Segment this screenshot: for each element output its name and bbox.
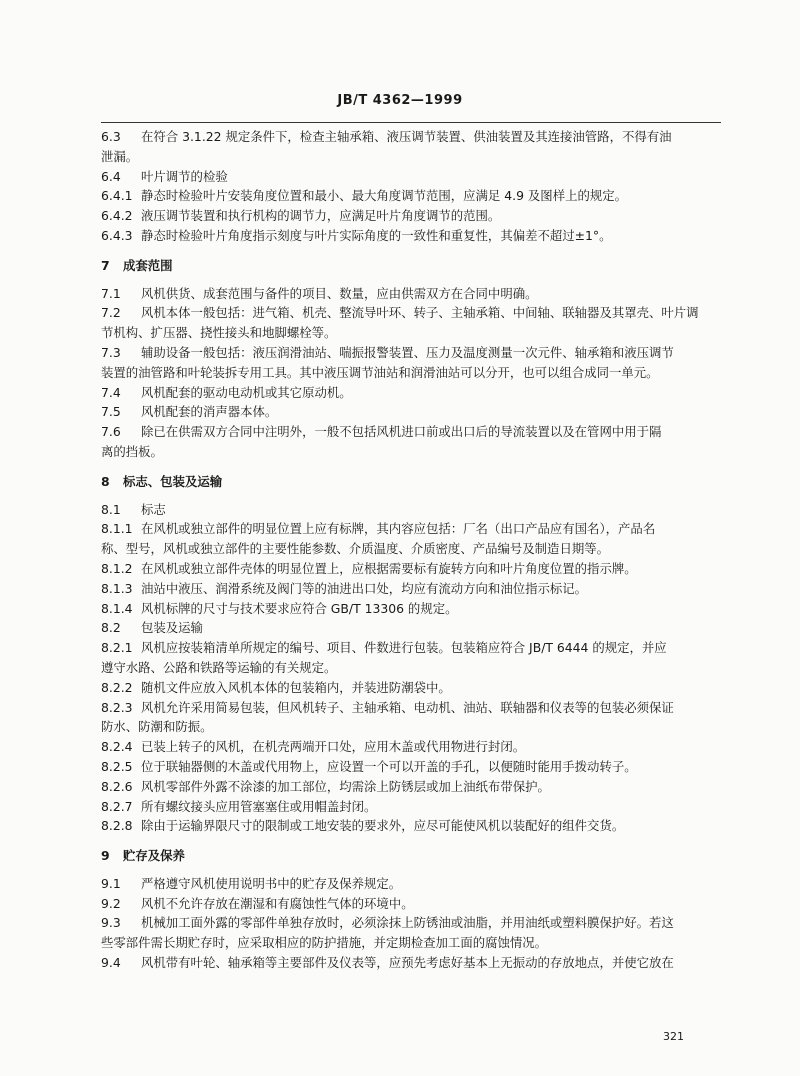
- page-number: 321: [663, 1030, 684, 1043]
- clause-number: 7.3: [101, 344, 121, 360]
- clause-text: 液压调节装置和执行机构的调节力，应满足叶片角度调节的范围。: [141, 208, 501, 224]
- clause-line: [101, 913, 721, 933]
- section-8-number: 8: [101, 473, 110, 489]
- clause-number: 6.4: [101, 168, 121, 184]
- clause-line: [101, 559, 721, 579]
- clause-text: 些零部件需长期贮存时，应采取相应的防护措施，并定期检查加工面的腐蚀情况。: [101, 935, 548, 951]
- clause-text: 机械加工面外露的零部件单独存放时，必须涂抹上防锈油或油脂，并用油纸或塑料膜保护好。若这: [141, 915, 674, 931]
- clause-number: 6.4.3: [101, 227, 133, 243]
- clause-line: [101, 599, 721, 619]
- clause-text: 离的挡板。: [101, 443, 163, 459]
- clause-number: 8.1: [101, 501, 121, 517]
- clause-number: 8.2.1: [101, 640, 133, 656]
- clause-text: 除已在供需双方合同中注明外，一般不包括风机进口前或出口后的导流装置以及在管网中用于隔: [141, 424, 662, 440]
- clause-text: 风机本体一般包括：进气箱、机壳、整流导叶环、转子、主轴承箱、中间轴、联轴器及其罩壳、叶片调: [141, 305, 699, 321]
- section-7-title: 成套范围: [123, 257, 173, 273]
- clause-text: 在符合 3.1.22 规定条件下，检查主轴承箱、液压调节装置、供油装置及其连接油管路，不得有油: [141, 129, 672, 144]
- clause-text: 随机文件应放入风机本体的包装箱内，并装进防潮袋中。: [141, 679, 451, 695]
- clause-text: 在风机或独立部件的明显位置上应有标牌，其内容应包括：厂名（出口产品应有国名），产品名: [141, 521, 656, 537]
- section-8-clauses: [101, 500, 721, 837]
- clause-line: [101, 383, 721, 403]
- clause-text: 风机不允许存放在潮湿和有腐蚀性气体的环境中。: [141, 895, 414, 911]
- clause-text: 所有螺纹接头应用管塞塞住或用帽盖封闭。: [141, 798, 377, 814]
- clause-number: 8.2.3: [101, 699, 133, 715]
- clause-number: 6.4.1: [101, 188, 133, 204]
- clause-line: [101, 678, 721, 698]
- clause-line: [101, 226, 721, 246]
- section-8-title: 标志、包装及运输: [123, 473, 223, 489]
- clause-number: 7.1: [101, 285, 121, 301]
- clause-line: [101, 500, 721, 520]
- clause-number: 8.2.5: [101, 758, 133, 774]
- clause-text: 风机零部件外露不涂漆的加工部位，均需涂上防锈层或加上油纸布带保护。: [141, 778, 550, 794]
- clause-number: 8.1.2: [101, 560, 133, 576]
- clause-line: [101, 343, 721, 363]
- clause-line: [101, 539, 721, 559]
- clause-text: 风机带有叶轮、轴承箱等主要部件及仪表等，应预先考虑好基本上无振动的存放地点，并使它放在: [141, 955, 674, 971]
- clause-line: [101, 323, 721, 343]
- clause-text: 静态时检验叶片角度指示刻度与叶片实际角度的一致性和重复性，其偏差不超过±1°。: [141, 227, 612, 243]
- section-6-clauses: [101, 127, 721, 246]
- clause-line: [101, 303, 721, 323]
- clause-text: 辅助设备一般包括：液压润滑油站、喘振报警装置、压力及温度测量一次元件、轴承箱和液压调节: [141, 344, 674, 360]
- clause-line: [101, 519, 721, 539]
- clause-text: 装置的油管路和叶轮装拆专用工具。其中液压调节油站和润滑油站可以分开，也可以组合成同一单元。: [101, 364, 659, 380]
- clause-line: [101, 698, 721, 718]
- clause-number: 8.1.3: [101, 580, 133, 596]
- section-7-clauses: [101, 284, 721, 462]
- clause-line: [101, 638, 721, 658]
- section-9-title: 贮存及保养: [123, 848, 185, 864]
- clause-number: 6.3: [101, 129, 121, 144]
- section-7-heading: [101, 256, 721, 276]
- clause-number: 8.2.8: [101, 818, 133, 834]
- clause-line: [101, 757, 721, 777]
- clause-text: 泄漏。: [101, 148, 139, 164]
- clause-line: [101, 579, 721, 599]
- clause-text: 风机配套的驱动电动机或其它原动机。: [141, 384, 352, 400]
- clause-text: 静态时检验叶片安装角度位置和最小、最大角度调节范围，应满足 4.9 及图样上的规定。: [141, 188, 628, 204]
- section-9-clauses: [101, 874, 721, 973]
- clause-text: 称、型号，风机或独立部件的主要性能参数、介质温度、介质密度、产品编号及制造日期等。: [101, 541, 610, 557]
- clause-number: 7.5: [101, 404, 121, 420]
- clause-number: 8.2.6: [101, 778, 133, 794]
- clause-line: [101, 618, 721, 638]
- clause-line: [101, 777, 721, 797]
- clause-line: [101, 717, 721, 737]
- clause-number: 9.4: [101, 955, 121, 971]
- document-body: [101, 127, 721, 973]
- clause-line: [101, 127, 721, 147]
- clause-line: [101, 816, 721, 836]
- clause-line: [101, 737, 721, 757]
- clause-text: 标志: [141, 501, 166, 517]
- clause-number: 8.2: [101, 620, 121, 636]
- clause-text: 遵守水路、公路和铁路等运输的有关规定。: [101, 659, 337, 675]
- clause-number: 9.3: [101, 915, 121, 931]
- clause-text: 风机供货、成套范围与备件的项目、数量，应由供需双方在合同中明确。: [141, 285, 538, 301]
- clause-line: [101, 874, 721, 894]
- clause-line: [101, 953, 721, 973]
- clause-line: [101, 933, 721, 953]
- clause-line: [101, 402, 721, 422]
- clause-line: [101, 167, 721, 187]
- clause-text: 风机允许采用简易包装，但风机转子、主轴承箱、电动机、油站、联轴器和仪表等的包装必须保证: [141, 699, 674, 715]
- clause-number: 7.6: [101, 424, 121, 440]
- clause-text: 除由于运输界限尺寸的限制或工地安装的要求外，应尽可能使风机以装配好的组件交货。: [141, 818, 625, 834]
- clause-line: [101, 147, 721, 167]
- clause-number: 8.2.2: [101, 679, 133, 695]
- clause-line: [101, 422, 721, 442]
- clause-line: [101, 658, 721, 678]
- clause-text: 严格遵守风机使用说明书中的贮存及保养规定。: [141, 875, 402, 891]
- clause-number: 8.1.1: [101, 521, 133, 537]
- clause-text: 包装及运输: [141, 620, 203, 636]
- clause-number: 7.4: [101, 384, 121, 400]
- clause-text: 油站中液压、润滑系统及阀门等的油进出口处，均应有流动方向和油位指示标记。: [141, 580, 588, 596]
- clause-text: 风机标牌的尺寸与技术要求应符合 GB/T 13306 的规定。: [141, 600, 458, 616]
- section-7-number: 7: [101, 257, 110, 273]
- clause-text: 防水、防潮和防振。: [101, 719, 213, 735]
- section-9-heading: [101, 846, 721, 866]
- standard-number-header: JB/T 4362—1999: [337, 93, 463, 108]
- clause-number: 9.2: [101, 895, 121, 911]
- clause-line: [101, 186, 721, 206]
- clause-line: [101, 894, 721, 914]
- clause-text: 风机配套的消声器本体。: [141, 404, 278, 420]
- clause-text: 位于联轴器侧的木盖或代用物上，应设置一个可以开盖的手孔，以便随时能用手拨动转子。: [141, 758, 637, 774]
- clause-line: [101, 797, 721, 817]
- clause-line: [101, 206, 721, 226]
- header-rule: [101, 122, 721, 123]
- clause-text: 已装上转子的风机，在机壳两端开口处，应用木盖或代用物进行封闭。: [141, 739, 526, 755]
- clause-line: [101, 363, 721, 383]
- clause-text: 节机构、扩压器、挠性接头和地脚螺栓等。: [101, 325, 337, 341]
- clause-text: 风机应按装箱清单所规定的编号、项目、件数进行包装。包装箱应符合 JB/T 6444 的规定，并应: [141, 640, 667, 656]
- clause-text: 在风机或独立部件壳体的明显位置上，应根据需要标有旋转方向和叶片角度位置的指示牌。: [141, 560, 637, 576]
- clause-number: 6.4.2: [101, 208, 133, 224]
- clause-number: 9.1: [101, 875, 121, 891]
- clause-line: [101, 442, 721, 462]
- clause-number: 8.2.4: [101, 739, 133, 755]
- clause-number: 8.2.7: [101, 798, 133, 814]
- clause-line: [101, 284, 721, 304]
- section-8-heading: [101, 472, 721, 492]
- section-9-number: 9: [101, 848, 110, 864]
- clause-number: 8.1.4: [101, 600, 133, 616]
- clause-number: 7.2: [101, 305, 121, 321]
- clause-text: 叶片调节的检验: [141, 168, 228, 184]
